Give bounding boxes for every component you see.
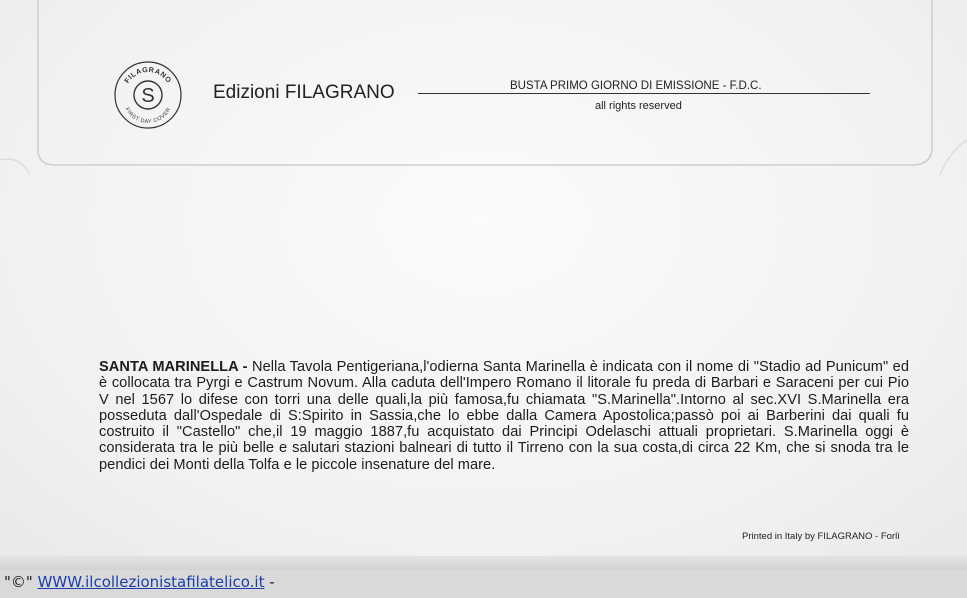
watermark-link[interactable]: WWW.ilcollezionistafilatelico.it xyxy=(37,573,265,591)
svg-text:S: S xyxy=(141,85,155,107)
fdc-title: BUSTA PRIMO GIORNO DI EMISSIONE - F.D.C. xyxy=(510,80,762,92)
watermark-suffix: - xyxy=(269,573,275,591)
description-title: SANTA MARINELLA - xyxy=(99,359,248,375)
watermark xyxy=(4,573,275,591)
svg-text:FILAGRANO: FILAGRANO xyxy=(122,64,174,85)
svg-text:FIRST DAY COVER: FIRST DAY COVER xyxy=(123,106,173,126)
brand-name: Edizioni FILAGRANO xyxy=(213,82,395,103)
fdc-divider-line xyxy=(418,93,870,94)
description-text xyxy=(99,359,909,473)
description-body: Nella Tavola Pentigeriana,l'odierna Santa Marinella è indicata con il nome di "Stadio ad Punicum" ed è collocata tra Pyrgi e Castrum Novum. Alla caduta dell'Impero Romano il litorale fu preda di Barbari e Saraceni per cui Pio V nel 1567 lo difese con torri una delle quali,la più famosa,fu chiamata "S.Marinella".Intorno al sec.XVI S.Marinella era posseduta dall'Ospedale di S:Spirito in Sassia,che lo ebbe dalla Camera Apostolica;passò poi ai Barberini dai quali fu costruito il "Castello" che,il 19 maggio 1887,fu acquistato dai Principi Odelaschi attuali proprietari. S.Marinella oggi è considerata tra le più belle e salutari stazioni balneari di tutto il Tirreno con la sua costa,di circa 22 Km, che si snoda tra le pendici dei Monti della Tolfa e le piccole insenature del mare. xyxy=(99,359,909,473)
watermark-prefix: "©" xyxy=(4,573,33,591)
envelope-bottom-edge xyxy=(0,556,967,570)
filagrano-logo-seal xyxy=(113,60,183,130)
printer-credit: Printed in Italy by FILAGRANO - Forlì xyxy=(742,531,900,542)
rights-notice: all rights reserved xyxy=(595,100,682,112)
